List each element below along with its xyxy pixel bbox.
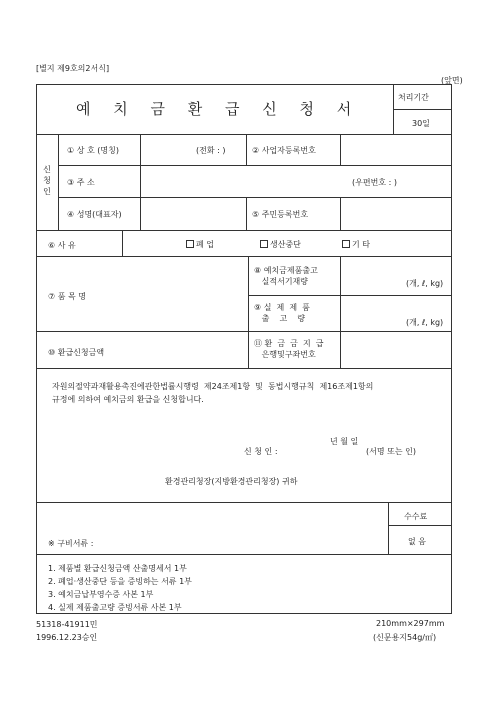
export-unit-label: (개, ℓ, kg) bbox=[406, 279, 444, 288]
checkbox-icon bbox=[186, 240, 194, 248]
refund-bank-label: ⑪ 환 금 금 지 급 은행및구좌번호 bbox=[254, 339, 324, 359]
representative-label: ④ 성명(대표자) bbox=[67, 210, 122, 219]
form-code: 51318-41911민 bbox=[36, 620, 98, 629]
checkbox-icon bbox=[342, 240, 350, 248]
business-name-label: ① 상 호 (명칭) bbox=[67, 146, 119, 155]
reason-option-halt[interactable]: 생산중단 bbox=[260, 239, 301, 250]
form-title: 예 치 금 환 급 신 청 서 bbox=[76, 100, 361, 118]
date-line: 년 월 일 bbox=[330, 437, 359, 446]
address-label: ③ 주 소 bbox=[67, 178, 95, 187]
business-reg-number-label: ② 사업자등록번호 bbox=[252, 146, 316, 155]
processing-period-value: 30일 bbox=[412, 119, 430, 128]
doc-item: 2. 폐업·생산중단 등을 증빙하는 서류 1부 bbox=[48, 577, 192, 586]
doc-item: 1. 제품별 환급신청금액 산출명세서 1부 bbox=[48, 564, 187, 573]
item-name-label: ⑦ 품 목 명 bbox=[48, 292, 86, 301]
required-docs-label: ※ 구비서류 : bbox=[48, 539, 94, 548]
reason-option-closure[interactable]: 폐 업 bbox=[186, 239, 214, 250]
phone-label: (전화 : ) bbox=[196, 146, 226, 155]
fee-label: 수수료 bbox=[404, 512, 428, 521]
doc-item: 4. 실제 제품출고량 증빙서류 사본 1부 bbox=[48, 603, 182, 612]
applicant-group-label: 신청인 bbox=[43, 165, 51, 196]
export-quantity-label: ⑧ 예치금제품출고 실적서기재량 bbox=[254, 266, 318, 286]
approval-date: 1996.12.23승인 bbox=[36, 633, 98, 642]
checkbox-icon bbox=[260, 240, 268, 248]
signature-label: (서명 또는 인) bbox=[366, 447, 416, 456]
statement-text: 자원의절약과재활용촉진에관한법률시행령 제24조제1항 및 동법시행규칙 제16조제1항의 규정에 의하여 예치금의 환급을 신청합니다. bbox=[52, 382, 374, 404]
applicant-sign-label: 신 청 인 : bbox=[244, 447, 278, 456]
paper-size: 210mm×297mm bbox=[376, 619, 445, 628]
doc-item: 3. 예치금납부영수증 사본 1부 bbox=[48, 590, 154, 599]
actual-unit-label: (개, ℓ, kg) bbox=[406, 318, 444, 327]
fee-value: 없 음 bbox=[408, 537, 426, 546]
form-number: [별지 제9호의2서식] bbox=[36, 64, 110, 73]
paper-type: (신문용지54g/㎡) bbox=[373, 633, 437, 642]
processing-period-label: 처리기간 bbox=[398, 93, 429, 102]
postal-code-label: (우편번호 : ) bbox=[352, 178, 397, 187]
addressee: 환경관리청장(지방환경관리청장) 귀하 bbox=[165, 477, 298, 486]
reason-option-other[interactable]: 기 타 bbox=[342, 239, 370, 250]
actual-quantity-label: ⑨ 실 제 제 품 출 고 량 bbox=[254, 303, 310, 323]
page-side-label: (앞면) bbox=[441, 76, 463, 85]
reason-label: ⑥ 사 유 bbox=[48, 241, 76, 250]
resident-number-label: ⑤ 주민등록번호 bbox=[252, 210, 309, 219]
refund-amount-label: ⑩ 환급신청금액 bbox=[48, 348, 105, 357]
